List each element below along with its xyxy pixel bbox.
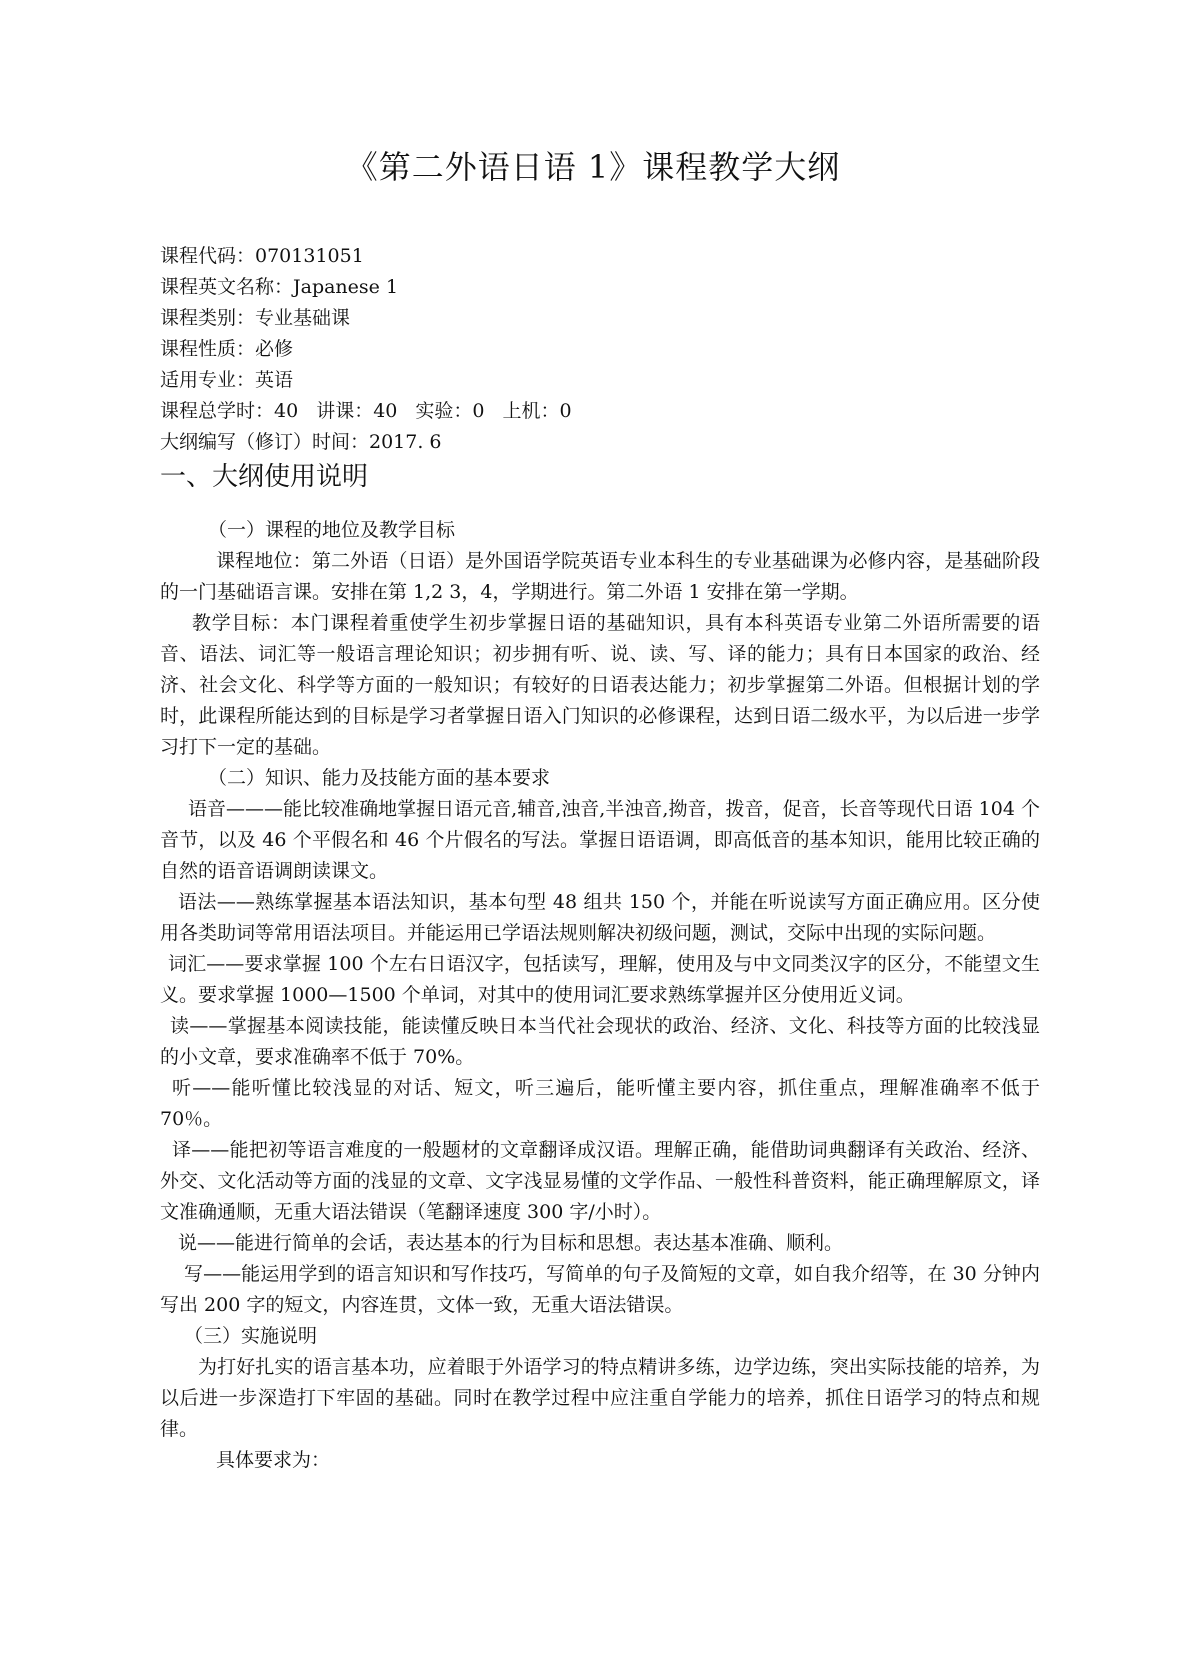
paragraph-speaking: 说——能进行简单的会话，表达基本的行为目标和思想。表达基本准确、顺利。 [178, 1232, 844, 1254]
section-title: 一、大纲使用说明 [160, 462, 369, 492]
section-body [160, 515, 1040, 1476]
course-nature: 课程性质：必修 [160, 338, 294, 360]
paragraph-phonetics: 语音———能比较准确地掌握日语元音,辅音,浊音,半浊音,拗音，拨音，促音，长音等现代日语 104 个音节，以及 46 个平假名和 46 个片假名的写法。掌握日语语调，即高低音的基本知识，能用比较正确的自然的语音语调朗读课文。 [160, 798, 1040, 882]
paragraph-implementation: 为打好扎实的语言基本功，应着眼于外语学习的特点精讲多练，边学边练，突出实际技能的培养，为以后进一步深造打下牢固的基础。同时在教学过程中应注重自学能力的培养，抓住日语学习的特点和规律。 [160, 1356, 1040, 1440]
course-major: 适用专业：英语 [160, 369, 294, 391]
hours-total: 课程总学时：40 [160, 400, 299, 422]
paragraph-reading: 读——掌握基本阅读技能，能读懂反映日本当代社会现状的政治、经济、文化、科技等方面的比较浅显的小文章，要求准确率不低于 70%。 [160, 1015, 1040, 1068]
paragraph-course-status: 课程地位：第二外语（日语）是外国语学院英语专业本科生的专业基础课为必修内容，是基础阶段的一门基础语言课。安排在第 1,2 3，4，学期进行。第二外语 1 安排在第一学期。 [160, 550, 1040, 603]
hours-lab: 实验：0 [415, 400, 485, 422]
paragraph-teaching-goal: 教学目标：本门课程着重使学生初步掌握日语的基础知识，具有本科英语专业第二外语所需要的语音、语法、词汇等一般语言理论知识；初步拥有听、说、读、写、译的能力；具有日本国家的政治、经济、社会文化、科学等方面的一般知识；有较好的日语表达能力；初步掌握第二外语。但根据计划的学时，此课程所能达到的目标是学习者掌握日语入门知识的必修课程，达到日语二级水平，为以后进一步学习打下一定的基础。 [160, 612, 1040, 758]
paragraph-writing: 写——能运用学到的语言知识和写作技巧，写简单的句子及简短的文章，如自我介绍等，在 30 分钟内写出 200 字的短文，内容连贯，文体一致，无重大语法错误。 [160, 1263, 1040, 1316]
subsection-title-2: （二）知识、能力及技能方面的基本要求 [208, 767, 551, 789]
course-hours [160, 396, 1040, 427]
subsection-title-3: （三）实施说明 [184, 1325, 318, 1347]
paragraph-requirements-lead: 具体要求为： [216, 1449, 331, 1471]
course-meta [160, 241, 1040, 458]
course-english-name: 课程英文名称：Japanese 1 [160, 276, 399, 298]
course-code: 课程代码：070131051 [160, 245, 364, 267]
course-category: 课程类别：专业基础课 [160, 307, 351, 329]
document-title: 《第二外语日语 1》课程教学大纲 [345, 148, 841, 186]
revision-time: 大纲编写（修订）时间：2017. 6 [160, 431, 442, 453]
hours-computer: 上机：0 [502, 400, 572, 422]
hours-lecture: 讲课：40 [316, 400, 398, 422]
paragraph-translation: 译——能把初等语言难度的一般题材的文章翻译成汉语。理解正确，能借助词典翻译有关政治、经济、外交、文化活动等方面的浅显的文章、文字浅显易懂的文学作品、一般性科普资料，能正确理解原文，译文准确通顺，无重大语法错误（笔翻译速度 300 字/小时）。 [160, 1139, 1040, 1223]
paragraph-grammar: 语法——熟练掌握基本语法知识，基本句型 48 组共 150 个，并能在听说读写方面正确应用。区分使用各类助词等常用语法项目。并能运用已学语法规则解决初级问题，测试，交际中出现的实际问题。 [160, 891, 1040, 944]
paragraph-listening: 听——能听懂比较浅显的对话、短文，听三遍后，能听懂主要内容，抓住重点，理解准确率不低于 70％。 [160, 1077, 1040, 1130]
paragraph-vocabulary: 词汇——要求掌握 100 个左右日语汉字，包括读写，理解，使用及与中文同类汉字的区分，不能望文生义。要求掌握 1000—1500 个单词，对其中的使用词汇要求熟练掌握并区分使用近义词。 [160, 953, 1040, 1006]
subsection-title-1: （一）课程的地位及教学目标 [208, 519, 456, 541]
